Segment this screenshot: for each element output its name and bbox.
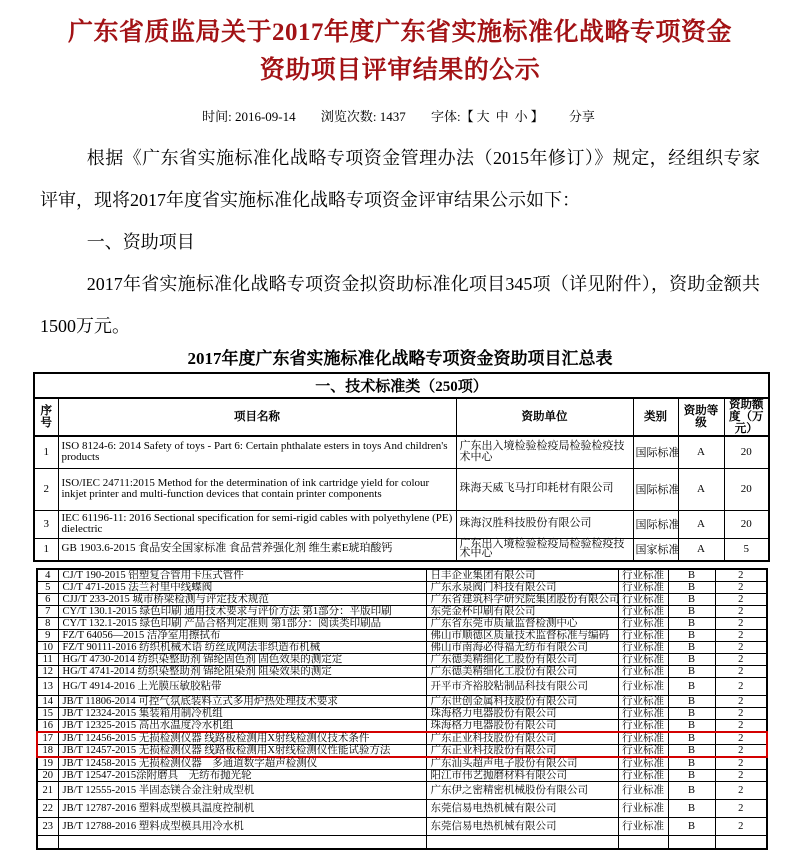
- cell-category: 行业标准: [618, 744, 668, 757]
- cell-category: 国际标准: [633, 510, 678, 538]
- table-section-header: 一、技术标准类（250项）: [34, 373, 769, 398]
- font-size-label: 字体:【: [430, 109, 474, 124]
- table-row: [37, 695, 767, 707]
- cell-grade: B: [668, 817, 715, 835]
- cell-no: 21: [37, 781, 58, 799]
- table-row: [37, 617, 767, 629]
- table-row: [37, 757, 767, 770]
- cell-category: 行业标准: [618, 665, 668, 677]
- cell-name: JB/T 12787-2016 塑料成型模具温度控制机: [58, 799, 426, 817]
- cell-category: 行业标准: [618, 719, 668, 732]
- cell-unit: 珠海天威飞马打印耗材有限公司: [456, 468, 633, 510]
- publish-time-label: 时间:: [202, 109, 232, 124]
- cell-category: 行业标准: [618, 781, 668, 799]
- cell-unit: 广东出入境检验检疫局检验检疫技术中心: [456, 538, 633, 561]
- table-row: [37, 605, 767, 617]
- cell-unit: 佛山市顺德区质量技术监督标准与编码: [426, 629, 618, 641]
- cell-unit: 广东伊之密精密机械股份有限公司: [426, 781, 618, 799]
- cell-name: CY/T 130.1-2015 绿色印刷 通用技术要求与评价方法 第1部分：平版印刷: [58, 605, 426, 617]
- cell-unit: 广东世创金属科技股份有限公司: [426, 695, 618, 707]
- table-row: [37, 719, 767, 732]
- cell-unit: 阳江市伟艺抛磨材料有限公司: [426, 769, 618, 781]
- page-title: [40, 14, 760, 90]
- cell-grade: A: [678, 510, 724, 538]
- cell-unit: 东莞金杯印刷有限公司: [426, 605, 618, 617]
- table-row: [37, 732, 767, 745]
- cell-unit: 广东正业科技股份有限公司: [426, 744, 618, 757]
- table-row: [37, 707, 767, 719]
- cell-name: GB 1903.6-2015 食品安全国家标准 食品营养强化剂 维生素E琥珀酸钙: [58, 538, 456, 561]
- cell-amount: 2: [715, 757, 767, 770]
- cell-grade: B: [668, 641, 715, 653]
- cell-category: 行业标准: [618, 641, 668, 653]
- cell-grade: B: [668, 707, 715, 719]
- share-link[interactable]: 分享: [568, 109, 595, 124]
- cell-no: 10: [37, 641, 58, 653]
- cell-category: 行业标准: [618, 629, 668, 641]
- cell-unit: 广东省东莞市质量监督检测中心: [426, 617, 618, 629]
- cell-name: JB/T 12788-2016 塑料成型模具用冷水机: [58, 817, 426, 835]
- cell-category: 国际标准: [633, 436, 678, 468]
- font-size-label-close: 】: [530, 109, 544, 124]
- cell-grade: B: [668, 629, 715, 641]
- summary-table-international-national: [33, 372, 770, 562]
- cell-grade: B: [668, 569, 715, 582]
- summary-table-title: 2017年度广东省实施标准化战略专项资金资助项目汇总表: [187, 349, 613, 368]
- table-row: [37, 665, 767, 677]
- paragraph-summary: 2017年省实施标准化战略专项资金拟资助标准化项目345项（详见附件），资助金额共1500万元。: [40, 274, 760, 336]
- cell-unit: 东莞信易电热机械有限公司: [426, 817, 618, 835]
- col-header-project-name: 项目名称: [58, 398, 456, 436]
- font-size-large-link[interactable]: 大: [476, 109, 490, 124]
- cell-no: 16: [37, 719, 58, 732]
- font-size-small-link[interactable]: 小: [514, 109, 528, 124]
- cell-no: 8: [37, 617, 58, 629]
- col-header-index: 序号: [34, 398, 58, 436]
- cell-no: 15: [37, 707, 58, 719]
- meta-bar: [0, 106, 800, 125]
- table-row: [34, 468, 769, 510]
- cell-amount: 2: [715, 617, 767, 629]
- table-row: [34, 510, 769, 538]
- cell-name: JB/T 12555-2015 半固态镁合金注射成型机: [58, 781, 426, 799]
- cell-name: HG/T 4730-2014 纺织染整助剂 锦纶固色剂 固色效果的测定定: [58, 653, 426, 665]
- cell-amount: 2: [715, 653, 767, 665]
- table-row: [37, 581, 767, 593]
- paragraph-basis: 根据《广东省实施标准化战略专项资金管理办法（2015年修订）》规定，经组织专家评审，现将2017年度省实施标准化战略专项资金评审结果公示如下：: [40, 148, 760, 210]
- cell-name: CJ/T 471-2015 法兰衬里中线蝶阀: [58, 581, 426, 593]
- cell-name: IEC 61196-11: 2016 Sectional specification for semi-rigid cables with polyethylene (PE) dielectric: [58, 510, 456, 538]
- cell-amount: 2: [715, 677, 767, 695]
- cell-category: 行业标准: [618, 593, 668, 605]
- cell-amount: 20: [724, 468, 769, 510]
- cell-name: CY/T 132.1-2015 绿色印刷 产品合格判定准则 第1部分：阅读类印刷品: [58, 617, 426, 629]
- cell-name: FZ/T 64056—2015 洁净室用擦拭布: [58, 629, 426, 641]
- cell-no: 12: [37, 665, 58, 677]
- cell-grade: B: [668, 593, 715, 605]
- cell-unit: 广东永泉阀门科技有限公司: [426, 581, 618, 593]
- cell-no: 9: [37, 629, 58, 641]
- cell-category: 行业标准: [618, 605, 668, 617]
- cell-name: HG/T 4914-2016 上光膜压敏胶粘带: [58, 677, 426, 695]
- table-row: [37, 677, 767, 695]
- cell-grade: B: [668, 581, 715, 593]
- cell-no: 3: [34, 510, 58, 538]
- views-value: 1437: [379, 109, 406, 124]
- section-heading-funded-projects: 一、资助项目: [86, 232, 195, 252]
- table-row: [37, 629, 767, 641]
- cell-name: FZ/T 90111-2016 纺织机械术语 纺丝成网法非织造布机械: [58, 641, 426, 653]
- cell-grade: B: [668, 732, 715, 745]
- cell-grade: A: [678, 468, 724, 510]
- cell-unit: 广东汕头超声电子股份有限公司: [426, 757, 618, 770]
- cell-grade: B: [668, 653, 715, 665]
- col-header-grade: 资助等级: [678, 398, 724, 436]
- table-row: [37, 641, 767, 653]
- cell-name: JB/T 11806-2014 可控气氛底装料立式多用炉热处理技术要求: [58, 695, 426, 707]
- cell-category: 国际标准: [633, 468, 678, 510]
- cell-unit: 广东省建筑科学研究院集团股份有限公司: [426, 593, 618, 605]
- cell-amount: 2: [715, 581, 767, 593]
- cell-no: 5: [37, 581, 58, 593]
- table-row: [34, 436, 769, 468]
- col-header-funded-unit: 资助单位: [456, 398, 633, 436]
- cell-category: 行业标准: [618, 817, 668, 835]
- cell-grade: B: [668, 769, 715, 781]
- cell-unit: [426, 835, 618, 849]
- cell-no: 1: [34, 436, 58, 468]
- cell-no: 14: [37, 695, 58, 707]
- publish-time-value: 2016-09-14: [234, 109, 296, 124]
- cell-name: JB/T 12547-2015涂附磨具 无纺布抛光轮: [58, 769, 426, 781]
- cell-grade: B: [668, 781, 715, 799]
- cell-amount: 20: [724, 510, 769, 538]
- cell-amount: 20: [724, 436, 769, 468]
- cell-grade: B: [668, 799, 715, 817]
- cell-unit: 广东德美精细化工股份有限公司: [426, 665, 618, 677]
- summary-table-industry: [36, 568, 768, 850]
- table-section-header-row: [34, 373, 769, 398]
- table-row: [37, 817, 767, 835]
- cell-no: 22: [37, 799, 58, 817]
- cell-no: 23: [37, 817, 58, 835]
- cell-amount: 2: [715, 769, 767, 781]
- cell-amount: 2: [715, 665, 767, 677]
- cell-name: ISO/IEC 24711:2015 Method for the determination of ink cartridge yield for colour inkjet printer and multi-function devices that contain printer components: [58, 468, 456, 510]
- cell-grade: B: [668, 744, 715, 757]
- cell-unit: 日丰企业集团有限公司: [426, 569, 618, 582]
- cell-amount: 2: [715, 781, 767, 799]
- cell-no: 2: [34, 468, 58, 510]
- cell-grade: [668, 835, 715, 849]
- cell-no: [37, 835, 58, 849]
- cell-grade: B: [668, 757, 715, 770]
- cell-unit: 珠海格力电器股份有限公司: [426, 719, 618, 732]
- cell-grade: B: [668, 719, 715, 732]
- table-row: [37, 769, 767, 781]
- announcement-page: [0, 14, 800, 832]
- cell-name: HG/T 4741-2014 纺织染整助剂 锦纶阻染剂 阻染效果的测定: [58, 665, 426, 677]
- cell-unit: 开平市齐裕胶粘制品科技有限公司: [426, 677, 618, 695]
- table-row: [37, 569, 767, 582]
- cell-category: 行业标准: [618, 581, 668, 593]
- cell-unit: 广东正业科技股份有限公司: [426, 732, 618, 745]
- cell-grade: B: [668, 695, 715, 707]
- cell-amount: 2: [715, 695, 767, 707]
- cell-unit: 广东德美精细化工股份有限公司: [426, 653, 618, 665]
- table-header-row: [34, 398, 769, 436]
- cell-category: 行业标准: [618, 757, 668, 770]
- cell-unit: 东莞信易电热机械有限公司: [426, 799, 618, 817]
- cell-category: 行业标准: [618, 732, 668, 745]
- cell-name: CJJ/T 233-2015 城市桥梁检测与评定技术规范: [58, 593, 426, 605]
- cell-unit: 珠海汉胜科技股份有限公司: [456, 510, 633, 538]
- cell-no: 11: [37, 653, 58, 665]
- cell-category: 行业标准: [618, 617, 668, 629]
- cell-no: 17: [37, 732, 58, 745]
- cell-no: 6: [37, 593, 58, 605]
- cell-name: CJ/T 190-2015 铝塑复合管用卡压式管件: [58, 569, 426, 582]
- cell-amount: 2: [715, 569, 767, 582]
- cell-amount: 2: [715, 817, 767, 835]
- cell-grade: B: [668, 617, 715, 629]
- table-row: [37, 593, 767, 605]
- cell-amount: 2: [715, 593, 767, 605]
- table-row: [37, 653, 767, 665]
- cell-no: 19: [37, 757, 58, 770]
- cell-unit: 佛山市南海必得福无纺布有限公司: [426, 641, 618, 653]
- col-header-amount: 资助额度（万元）: [724, 398, 769, 436]
- table-row: [37, 781, 767, 799]
- cell-grade: B: [668, 605, 715, 617]
- table-row: [37, 744, 767, 757]
- announcement-body: [40, 137, 760, 347]
- cell-amount: 2: [715, 605, 767, 617]
- cell-amount: 2: [715, 707, 767, 719]
- cell-amount: 2: [715, 744, 767, 757]
- table-row: [34, 538, 769, 561]
- views-label: 浏览次数:: [320, 109, 377, 124]
- cell-name: [58, 835, 426, 849]
- cell-grade: B: [668, 677, 715, 695]
- cell-name: JB/T 12456-2015 无损检测仪器 线路板检测用X射线检测仪技术条件: [58, 732, 426, 745]
- cell-amount: 2: [715, 641, 767, 653]
- cell-category: 行业标准: [618, 569, 668, 582]
- table-row: [37, 799, 767, 817]
- cell-category: 行业标准: [618, 677, 668, 695]
- cell-unit: 珠海格力电器股份有限公司: [426, 707, 618, 719]
- cell-unit: 广东出入境检验检疫局检验检疫技术中心: [456, 436, 633, 468]
- cell-no: 7: [37, 605, 58, 617]
- cell-name: JB/T 12325-2015 高出水温度冷水机组: [58, 719, 426, 732]
- cell-no: 4: [37, 569, 58, 582]
- cell-name: JB/T 12324-2015 集装箱用制冷机组: [58, 707, 426, 719]
- cell-category: 行业标准: [618, 695, 668, 707]
- font-size-medium-link[interactable]: 中: [495, 109, 509, 124]
- cell-category: 行业标准: [618, 799, 668, 817]
- cell-amount: 2: [715, 732, 767, 745]
- cell-amount: 2: [715, 719, 767, 732]
- cell-name: JB/T 12458-2015 无损检测仪器 多通道数字超声检测仪: [58, 757, 426, 770]
- cell-amount: 2: [715, 629, 767, 641]
- cell-grade: A: [678, 538, 724, 561]
- cell-category: 行业标准: [618, 653, 668, 665]
- cell-amount: 5: [724, 538, 769, 561]
- cell-no: 20: [37, 769, 58, 781]
- cell-name: ISO 8124-6: 2014 Safety of toys - Part 6: Certain phthalate esters in toys And children's products: [58, 436, 456, 468]
- cell-grade: B: [668, 665, 715, 677]
- cell-no: 18: [37, 744, 58, 757]
- cell-amount: 2: [715, 799, 767, 817]
- cell-name: JB/T 12457-2015 无损检测仪器 线路板检测用X射线检测仪性能试验方法: [58, 744, 426, 757]
- cell-category: [618, 835, 668, 849]
- cell-no: 13: [37, 677, 58, 695]
- cell-category: 国家标准: [633, 538, 678, 561]
- col-header-category: 类别: [633, 398, 678, 436]
- cell-amount: [715, 835, 767, 849]
- page-title-line1: 广东省质监局关于2017年度广东省实施标准化战略专项资金: [67, 19, 732, 46]
- cell-category: 行业标准: [618, 707, 668, 719]
- cell-no: 1: [34, 538, 58, 561]
- cell-grade: A: [678, 436, 724, 468]
- cell-category: 行业标准: [618, 769, 668, 781]
- cutoff-empty-row: [37, 835, 767, 849]
- page-title-line2: 资助项目评审结果的公示: [259, 57, 541, 84]
